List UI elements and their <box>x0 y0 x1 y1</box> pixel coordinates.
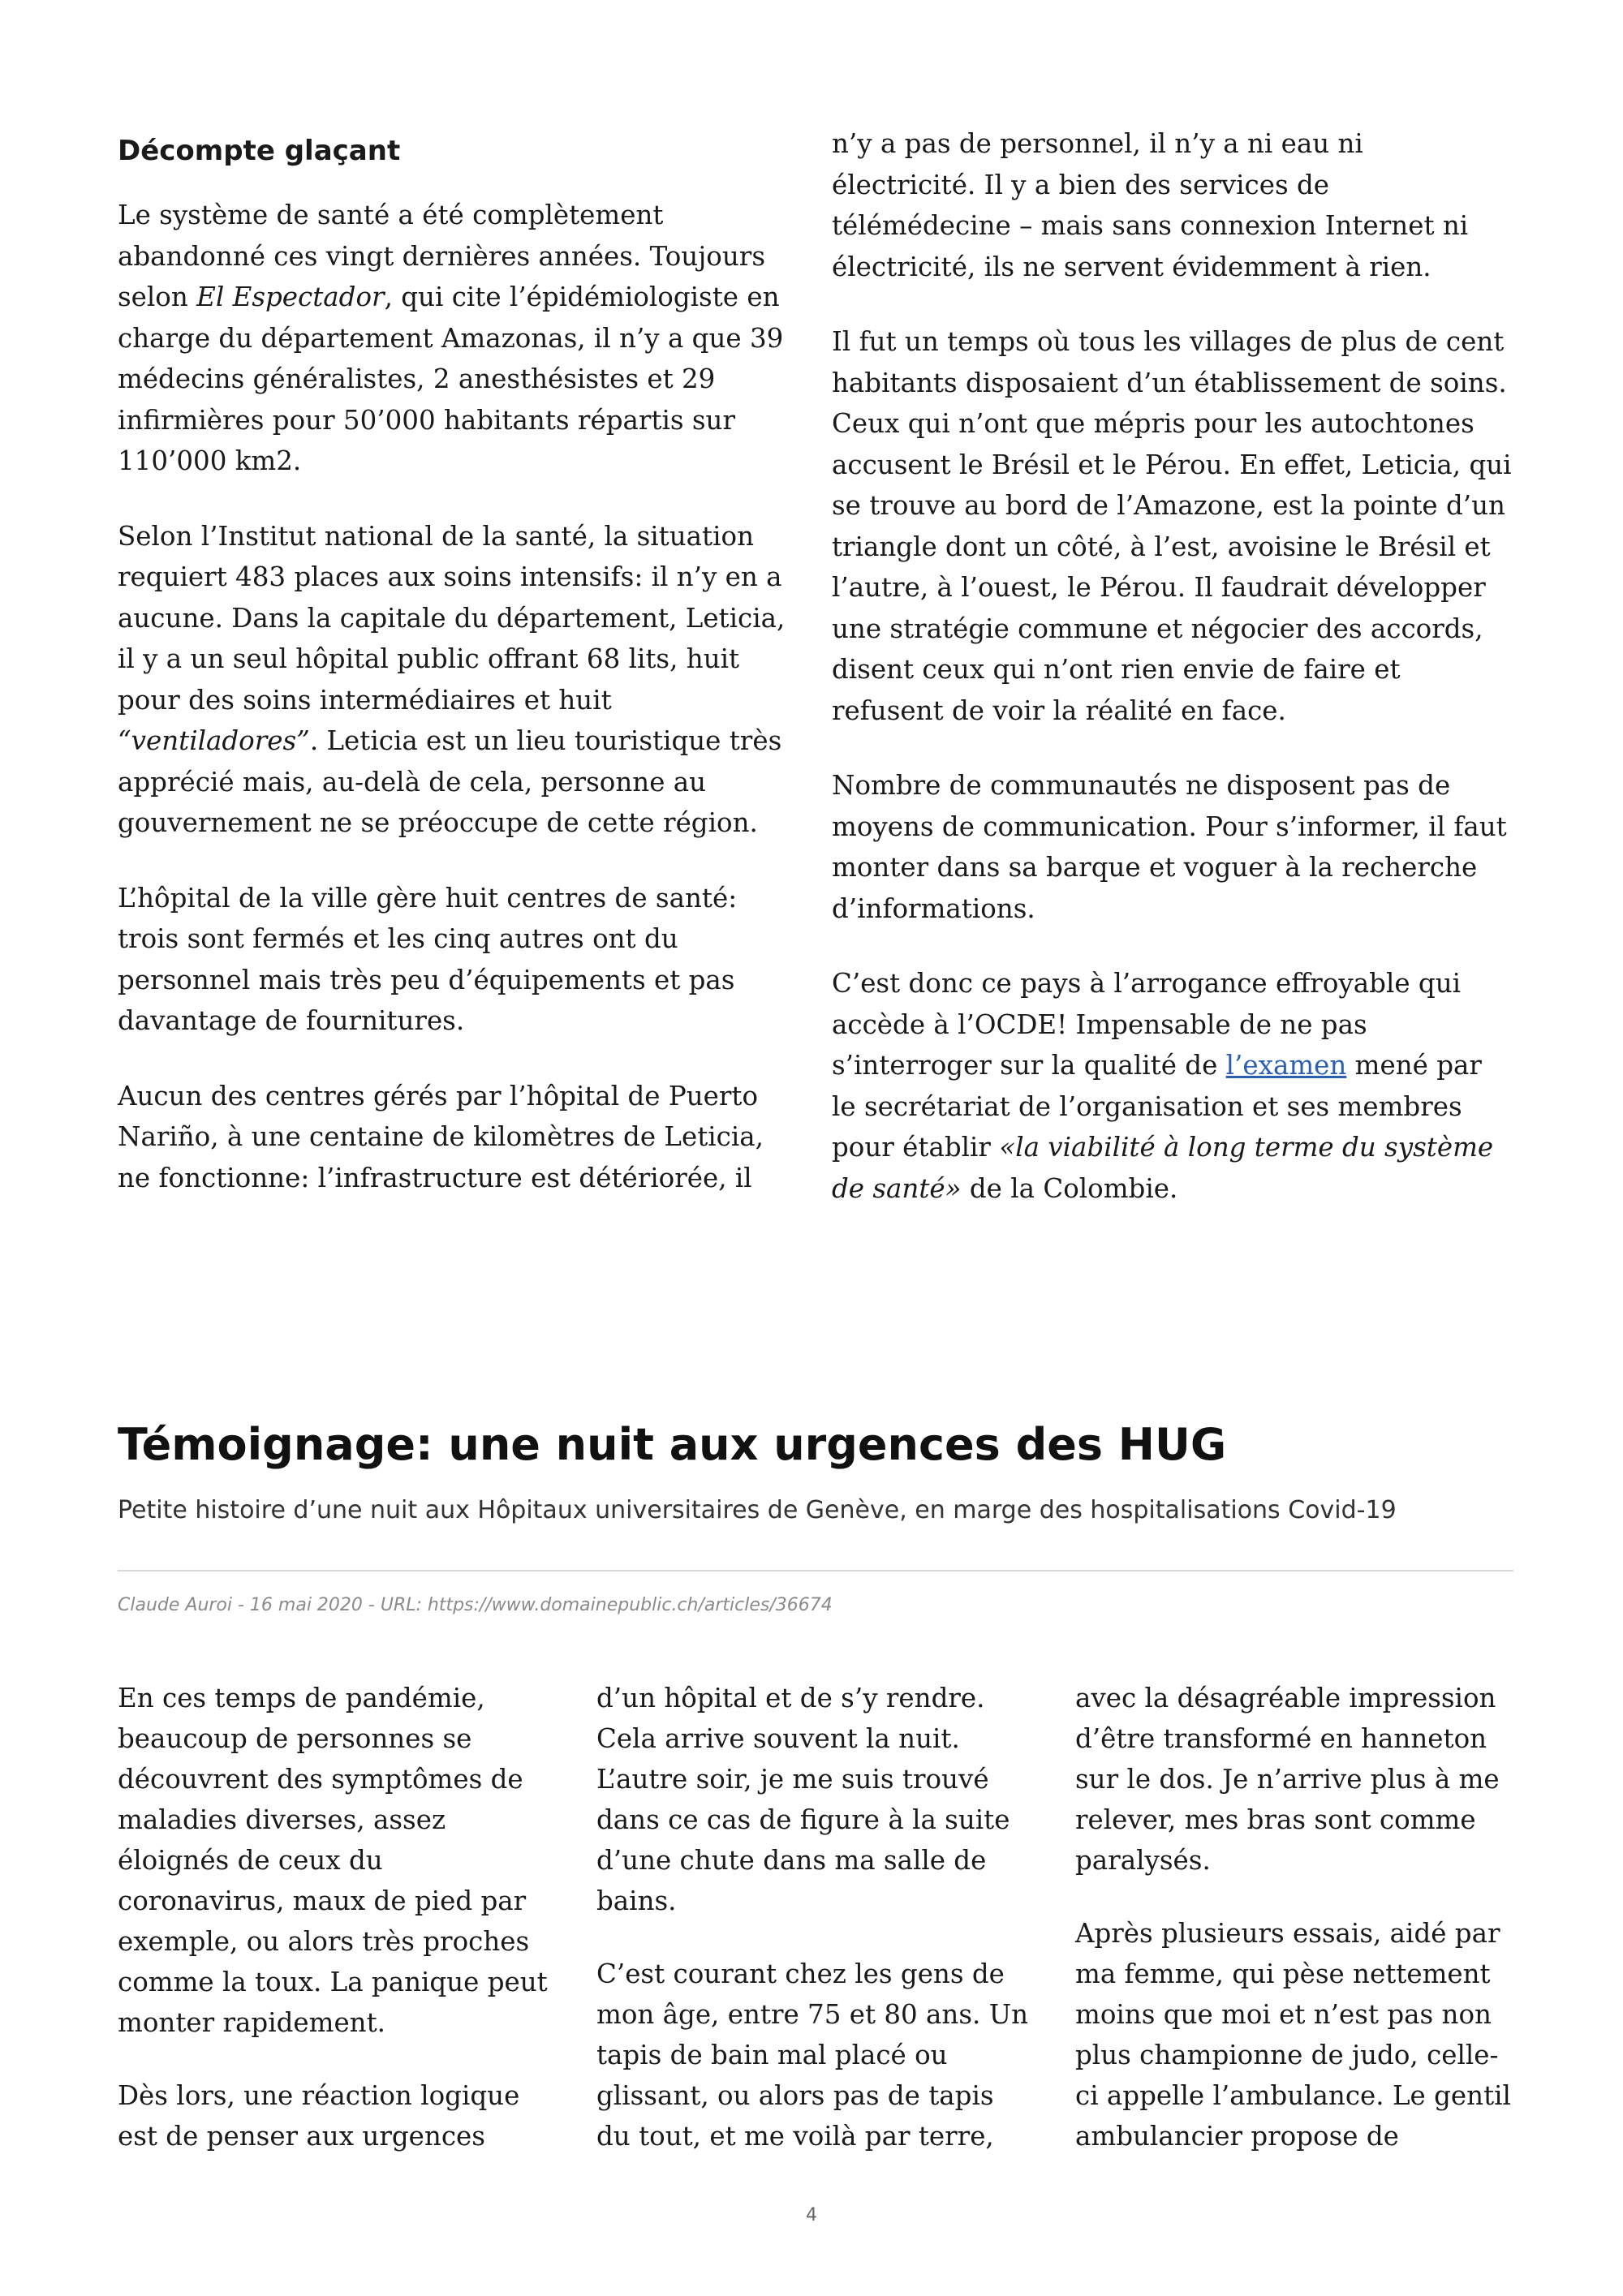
text-run: mené par le secrétariat de l’organisation et ses membres pour établir <box>832 1050 1482 1163</box>
top-columns <box>118 123 1513 1243</box>
paragraph: avec la désagréable impression d’être transformé en hanneton sur le dos. Je n’arrive plus à me relever, mes bras sont comme paralysés. <box>1075 1683 1500 1876</box>
paragraph: Il fut un temps où tous les villages de plus de cent habitants disposaient d’un établissement de soins. Ceux qui n’ont que mépris pour les autochtones accusent le Brésil et le Pérou. En effet, Leticia, qui se trouve au bord de l’Amazone, est la pointe d’un triangle dont un côté, à l’est, avoisine le Brésil et l’autre, à l’ouest, le Pérou. Il faudrait développer une stratégie commune et négocier des accords, disent ceux qui n’ont rien envie de faire et refusent de voir la réalité en face. <box>832 326 1512 726</box>
text-run: Le système de santé a été complètement abandonné ces vingt dernières années. Toujours selon <box>118 200 766 312</box>
newspaper-name: El Espectador <box>196 282 385 312</box>
bottom-columns <box>118 1678 1513 2189</box>
text-run: Selon l’Institut national de la santé, la situation requiert 483 places aux soins intensifs: il n’y en a aucune. Dans la capitale du département, Leticia, il y a un seul hôpital public offrant 68 lits, huit pour des soins intermédiaires et huit <box>118 520 786 716</box>
paragraph: Aucun des centres gérés par l’hôpital de Puerto Nariño, à une centaine de kilomètres de Leticia, ne fonctionne: l’infrastructure est détériorée, il <box>118 1080 764 1193</box>
bottom-column-1 <box>118 1678 556 2189</box>
paragraph: d’un hôpital et de s’y rendre. Cela arrive souvent la nuit. L’autre soir, je me suis trouvé dans ce cas de figure à la suite d’une chute dans ma salle de bains. <box>596 1683 1010 1916</box>
paragraph: Dès lors, une réaction logique est de penser aux urgences <box>118 2080 520 2152</box>
text-run: . Leticia est un lieu touristique très apprécié mais, au-delà de cela, personne au gouvernement ne se préoccupe de cette région. <box>118 725 782 838</box>
paragraph <box>118 195 799 482</box>
paragraph: Après plusieurs essais, aidé par ma femme, qui pèse nettement moins que moi et n’est pas non plus championne de judo, celle-ci appelle l’ambulance. Le gentil ambulancier propose de <box>1075 1918 1511 2152</box>
paragraph: n’y a pas de personnel, il n’y a ni eau ni électricité. Il y a bien des services de télémédecine – mais sans connexion Internet ni électricité, ils ne servent évidemment à rien. <box>832 128 1469 282</box>
examen-link[interactable]: l’examen <box>1225 1050 1347 1081</box>
article-subtitle: Petite histoire d’une nuit aux Hôpitaux universitaires de Genève, en marge des hospitalisations Covid-19 <box>118 1496 1397 1524</box>
paragraph: L’hôpital de la ville gère huit centres de santé: trois sont fermés et les cinq autres ont du personnel mais très peu d’équipements et pas davantage de fournitures. <box>118 882 738 1036</box>
article-byline: Claude Auroi - 16 mai 2020 - URL: https://www.domainepublic.ch/articles/36674 <box>118 1595 833 1615</box>
text-run: C’est donc ce pays à l’arrogance effroyable qui accède à l’OCDE! Impensable de ne pas s’interroger sur la qualité de <box>832 968 1462 1081</box>
quotation: «la viabilité à long terme du système de santé» <box>832 1132 1494 1204</box>
text-run: , qui cite l’épidémiologiste en charge du département Amazonas, il n’y a que 39 médecins généralistes, 2 anesthésistes et 29 infirmières pour 50’000 habitants répartis sur 110’000 km2. <box>118 282 784 476</box>
paragraph: En ces temps de pandémie, beaucoup de personnes se découvrent des symptômes de maladies diverses, assez éloignés de ceux du coronavirus, maux de pied par exemple, ou alors très proches comme la toux. La panique peut monter rapidement. <box>118 1683 548 2038</box>
top-left-column <box>118 123 799 1243</box>
paragraph <box>118 516 799 844</box>
bottom-column-2 <box>596 1678 1035 2189</box>
page-number: 4 <box>806 2205 817 2225</box>
paragraph: Nombre de communautés ne disposent pas de moyens de communication. Pour s’informer, il faut monter dans sa barque et voguer à la recherche d’informations. <box>832 770 1507 924</box>
top-right-column <box>832 123 1513 1243</box>
quoted-term: “ventiladores” <box>118 725 310 756</box>
article-title: Témoignage: une nuit aux urgences des HUG <box>118 1419 1227 1470</box>
paragraph: C’est courant chez les gens de mon âge, entre 75 et 80 ans. Un tapis de bain mal placé ou glissant, ou alors pas de tapis du tout, et me voilà par terre, <box>596 1958 1029 2152</box>
text-run: de la Colombie. <box>961 1172 1178 1204</box>
bottom-column-3 <box>1075 1678 1513 2189</box>
paragraph <box>832 963 1513 1209</box>
section-subhead: Décompte glaçant <box>118 135 401 167</box>
divider <box>118 1570 1513 1572</box>
